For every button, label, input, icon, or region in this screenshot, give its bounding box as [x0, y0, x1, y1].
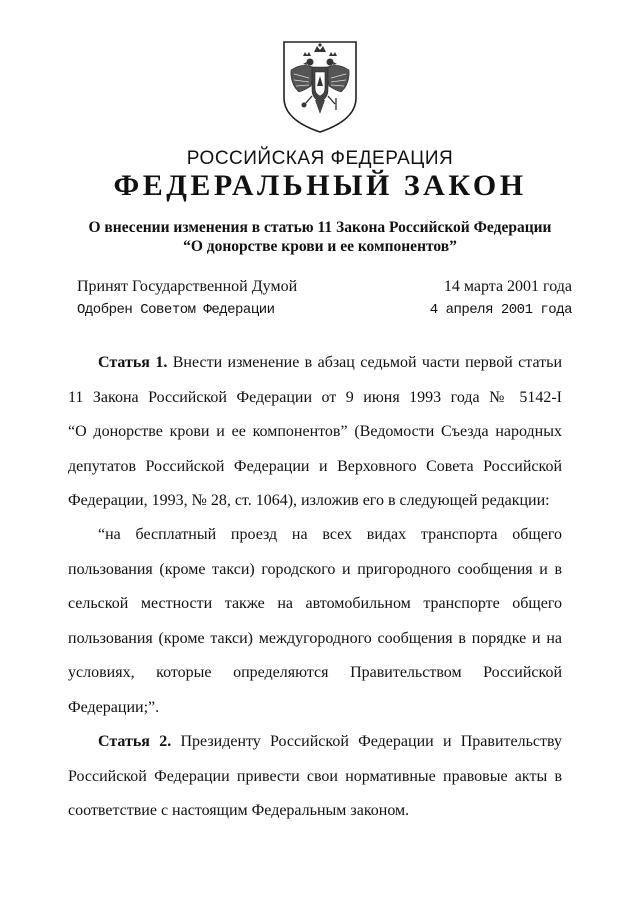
quote-line: Федерации;”.: [68, 698, 160, 716]
quote-line: “на бесплатный проезд на всех видах транспорта общего: [98, 526, 562, 543]
country-name: РОССИЙСКАЯ ФЕДЕРАЦИЯ: [186, 148, 454, 169]
duma-adoption-label: Принят Государственной Думой: [77, 278, 298, 295]
quoted-amendment-paragraph: [68, 518, 562, 725]
duma-adoption-row: [77, 278, 572, 296]
duma-adoption-date: 14 марта 2001 года: [443, 278, 572, 295]
article-line: [68, 346, 562, 381]
law-title: [0, 218, 640, 256]
quote-line: пользования (кроме такси) городского и пригородного сообщения и в: [68, 560, 562, 578]
quote-line: пользования (кроме такси) междугородного сообщения в порядке и на: [68, 629, 562, 647]
article-line-text: Внести изменение в абзац седьмой части первой статьи: [172, 354, 563, 371]
quote-line: сельской местности также на автомобильном транспорте общего: [68, 595, 562, 612]
council-approval-date: 4 апреля 2001 года: [429, 302, 572, 318]
article-line: Федерации, 1993, № 28, ст. 1064), изложив его в следующей редакции:: [68, 492, 550, 509]
law-title-line: О внесении изменения в статью 11 Закона Российской Федерации: [88, 219, 552, 236]
article-line: 11 Закона Российской Федерации от 9 июня 1993 года № 5142-I: [68, 388, 562, 406]
coat-of-arms-emblem: [281, 40, 359, 134]
article-line: “О донорстве крови и ее компонентов” (Ведомости Съезда народных: [68, 423, 562, 440]
article-2-label: Статья 2.: [98, 733, 172, 750]
article-line: депутатов Российской Федерации и Верховного Совета Российской: [68, 457, 562, 475]
article-line: Российской Федерации привести свои нормативные правовые акты в: [68, 767, 562, 785]
law-title-line: “О донорстве крови и ее компонентов”: [183, 238, 457, 255]
law-type-heading: ФЕДЕРАЛЬНЫЙ ЗАКОН: [113, 169, 527, 202]
council-approval-row: [77, 302, 572, 318]
article-line: соответствие с настоящим Федеральным законом.: [68, 802, 410, 819]
article-1-paragraph: [68, 346, 562, 519]
article-line-text: Президенту Российской Федерации и Правительству: [180, 733, 563, 750]
article-1-label: Статья 1.: [98, 354, 168, 371]
council-approval-label: Одобрен Советом Федерации: [77, 302, 275, 318]
article-2-paragraph: [68, 725, 562, 829]
quote-line: условиях, которые определяются Правительством Российской: [68, 664, 562, 681]
article-line: [68, 725, 562, 760]
